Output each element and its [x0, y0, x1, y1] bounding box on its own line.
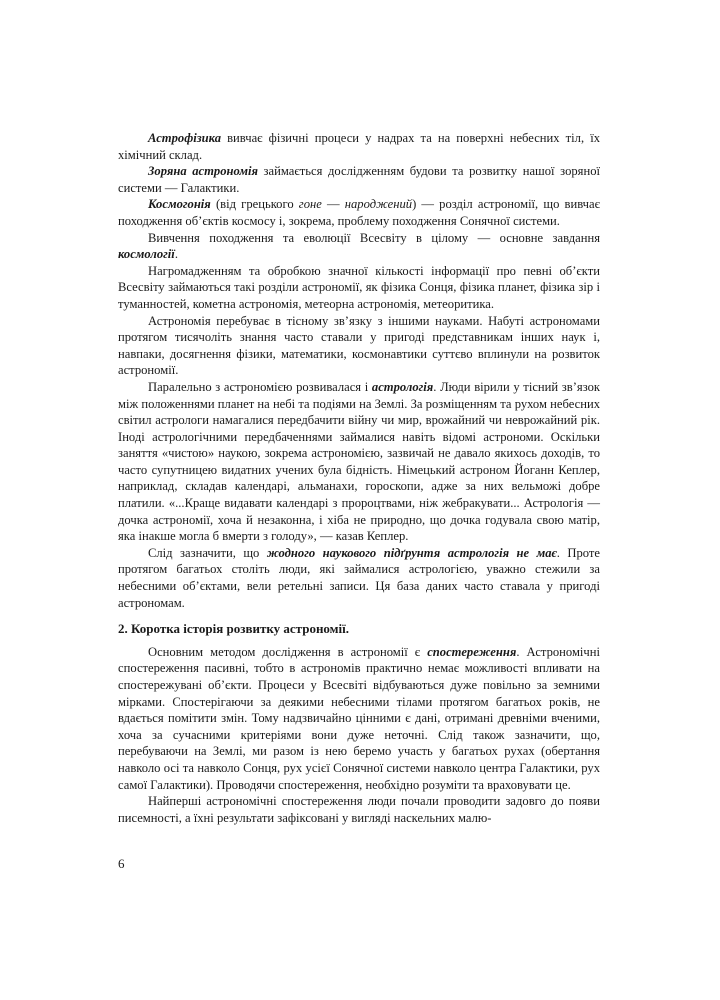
paragraph-cosmogony: Космогонія (від грецького гоне — народжений) — розділ астрономії, що вивчає походження об’єктів космосу і, зокрема, проблему походження Сонячної системи. [118, 197, 600, 228]
term-stellar-astronomy: Зоряна астрономія [148, 164, 258, 179]
paragraph-astrophysics: Астрофізика вивчає фізичні процеси у надрах та на поверхні небесних тіл, їх хімічний склад. [118, 131, 600, 162]
paragraph-stellar-astronomy: Зоряна астрономія займається дослідженням будови та розвитку нашої зоряної системи — Галактики. [118, 164, 600, 195]
paragraph-first-observations: Найперші астрономічні спостереження люди почали проводити задовго до появи писемності, а їхні результати зафіксовані у вигляді наскельних малю- [118, 794, 600, 825]
term-astrophysics: Астрофізика [148, 131, 221, 145]
term-observation: спостереження [427, 644, 517, 659]
paragraph-observation: Основним методом дослідження в астрономії є спостереження. Астрономічні спостереження пасивні, тобто в астрономів практично немає можливості впливати на спостережувані об’єкти. Процеси у Всесвіті відбуваються дуже повільно за земними мірками. Спостерігаючи за деякими небесними тілами протягом багатьох років, не вдається помітити змін. Тому надзвичайно цінними є дані, отримані древніми вченими, хоча за сучасними критеріями вони дуже неточні. Слід також зазначити, що, перебуваючи на Землі, ми разом із нею беремо участь у багатьох рухах (обертання навколо осі та навколо Сонця, рух усієї Сонячної системи навколо центра Галактики, рух самої Галактики). Проводячи спостереження, необхідно розуміти та враховувати це. [118, 644, 600, 792]
section-heading: 2. Коротка історія розвитку астрономії. [118, 621, 350, 637]
emphasis-no-basis: жодного наукового підґрунтя астрологія не має [266, 545, 557, 560]
paragraph-astrology: Паралельно з астрономією розвивалася і астрологія. Люди вірили у тісний зв’язок між положеннями планет на небі та подіями на Землі. За розміщенням та рухом небесних світил астрологи намагалися передбачити війну чи мир, врожайний чи неврожайний рік. Іноді астрологічними передбаченнями займалися навіть відомі астрономи. Оскільки заняття «чистою» наукою, зокрема астрономією, зазвичай не давало якихось доходів, то часто супутницею видатних учених була бідність. Німецький астроном Йоганн Кеплер, наприклад, складав календарі, альманахи, гороскопи, адже за них вельможі добре платили. «...Краще видавати календарі з пророцтвами, ніж жебракувати... Астрологія — дочка астрономії, хоча й незаконна, і хіба не природно, що дочка годувала свою матір, яка інакше могла б вмерти з голоду», — казав Кеплер. [118, 379, 601, 544]
term-cosmogony: Космогонія [148, 197, 211, 212]
page-number: 6 [118, 856, 125, 871]
paragraph-information: Нагромадженням та обробкою значної кількості інформації про певні об’єкти Всесвіту займаються такі розділи астрономії, як фізика Сонця, фізика планет, фізика зір і туманностей, кометна астрономія, метеорна астрономія, метеоритика. [118, 263, 600, 311]
paragraph-cosmology: Вивчення походження та еволюції Всесвіту в цілому — основне завдання космології. [118, 230, 600, 262]
term-astrology: астрологія [371, 379, 434, 394]
page-body [118, 130, 600, 826]
paragraph-astrology-note: Слід зазначити, що жодного наукового підґрунтя астрологія не має. Проте протягом багатьох століть люди, які займалися астрологією, уважно стежили за небесними об’єктами, вели ретельні записи. Ця база даних часто ставала у пригоді астрономам. [118, 545, 600, 610]
paragraph-relations: Астрономія перебуває в тісному зв’язку з іншими науками. Набуті астрономами протягом тисячоліть знання часто ставали у пригоді представникам інших наук і, навпаки, досягнення фізики, математики, космонавтики суттєво вплинули на розвиток астрономії. [118, 313, 600, 378]
term-cosmology: космології [118, 247, 175, 262]
